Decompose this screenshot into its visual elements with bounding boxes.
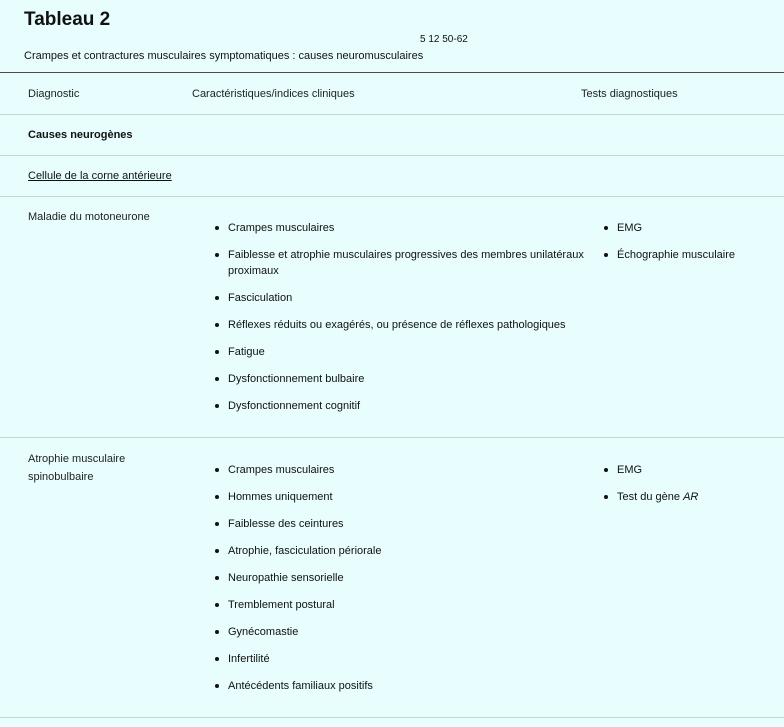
column-header-features: Caractéristiques/indices cliniques (192, 88, 355, 100)
divider (0, 437, 784, 438)
list-item: Crampes musculaires (214, 462, 584, 478)
list-item: Réflexes réduits ou exagérés, ou présence de réflexes pathologiques (214, 317, 584, 333)
list-item: Infertilité (214, 651, 584, 667)
list-item: Antécédents familiaux positifs (214, 678, 584, 694)
reference-numbers: 5 12 50-62 (420, 34, 468, 45)
column-header-diagnostic: Diagnostic (28, 88, 80, 100)
table-title: Tableau 2 (24, 9, 111, 30)
divider (0, 196, 784, 197)
divider (0, 114, 784, 115)
test-gene-label: Test du gène (617, 491, 680, 503)
header-top-rule (0, 72, 784, 73)
gene-symbol: AR (683, 491, 699, 503)
list-item: Échographie musculaire (603, 247, 773, 263)
list-item: Atrophie, fasciculation périorale (214, 543, 584, 559)
list-item (603, 489, 773, 505)
column-header-tests: Tests diagnostiques (581, 88, 678, 100)
list-item: Faiblesse et atrophie musculaires progressives des membres unilatéraux proximaux (214, 247, 584, 279)
list-item: EMG (603, 220, 773, 236)
diagnosis-motor-neuron-disease: Maladie du motoneurone (28, 211, 150, 223)
section-neurogenic: Causes neurogènes (28, 129, 133, 141)
list-item: Neuropathie sensorielle (214, 570, 584, 586)
list-item: Dysfonctionnement bulbaire (214, 371, 584, 387)
list-item: Faiblesse des ceintures (214, 516, 584, 532)
features-list (214, 462, 584, 694)
list-item: Dysfonctionnement cognitif (214, 398, 584, 414)
table-subtitle: Crampes et contractures musculaires symptomatiques : causes neuromusculaires (24, 50, 424, 62)
list-item: Crampes musculaires (214, 220, 584, 236)
tests-list (603, 220, 773, 263)
section-anterior-horn: Cellule de la corne antérieure (28, 170, 172, 182)
list-item: Tremblement postural (214, 597, 584, 613)
divider (0, 155, 784, 156)
list-item: Gynécomastie (214, 624, 584, 640)
features-list (214, 220, 584, 414)
list-item: Fatigue (214, 344, 584, 360)
list-item: EMG (603, 462, 773, 478)
list-item: Hommes uniquement (214, 489, 584, 505)
diagnosis-spinobulbar-muscular-atrophy: Atrophie musculaire spinobulbaire (28, 453, 126, 483)
list-item: Fasciculation (214, 290, 584, 306)
divider (0, 717, 784, 718)
tests-list (603, 462, 773, 505)
